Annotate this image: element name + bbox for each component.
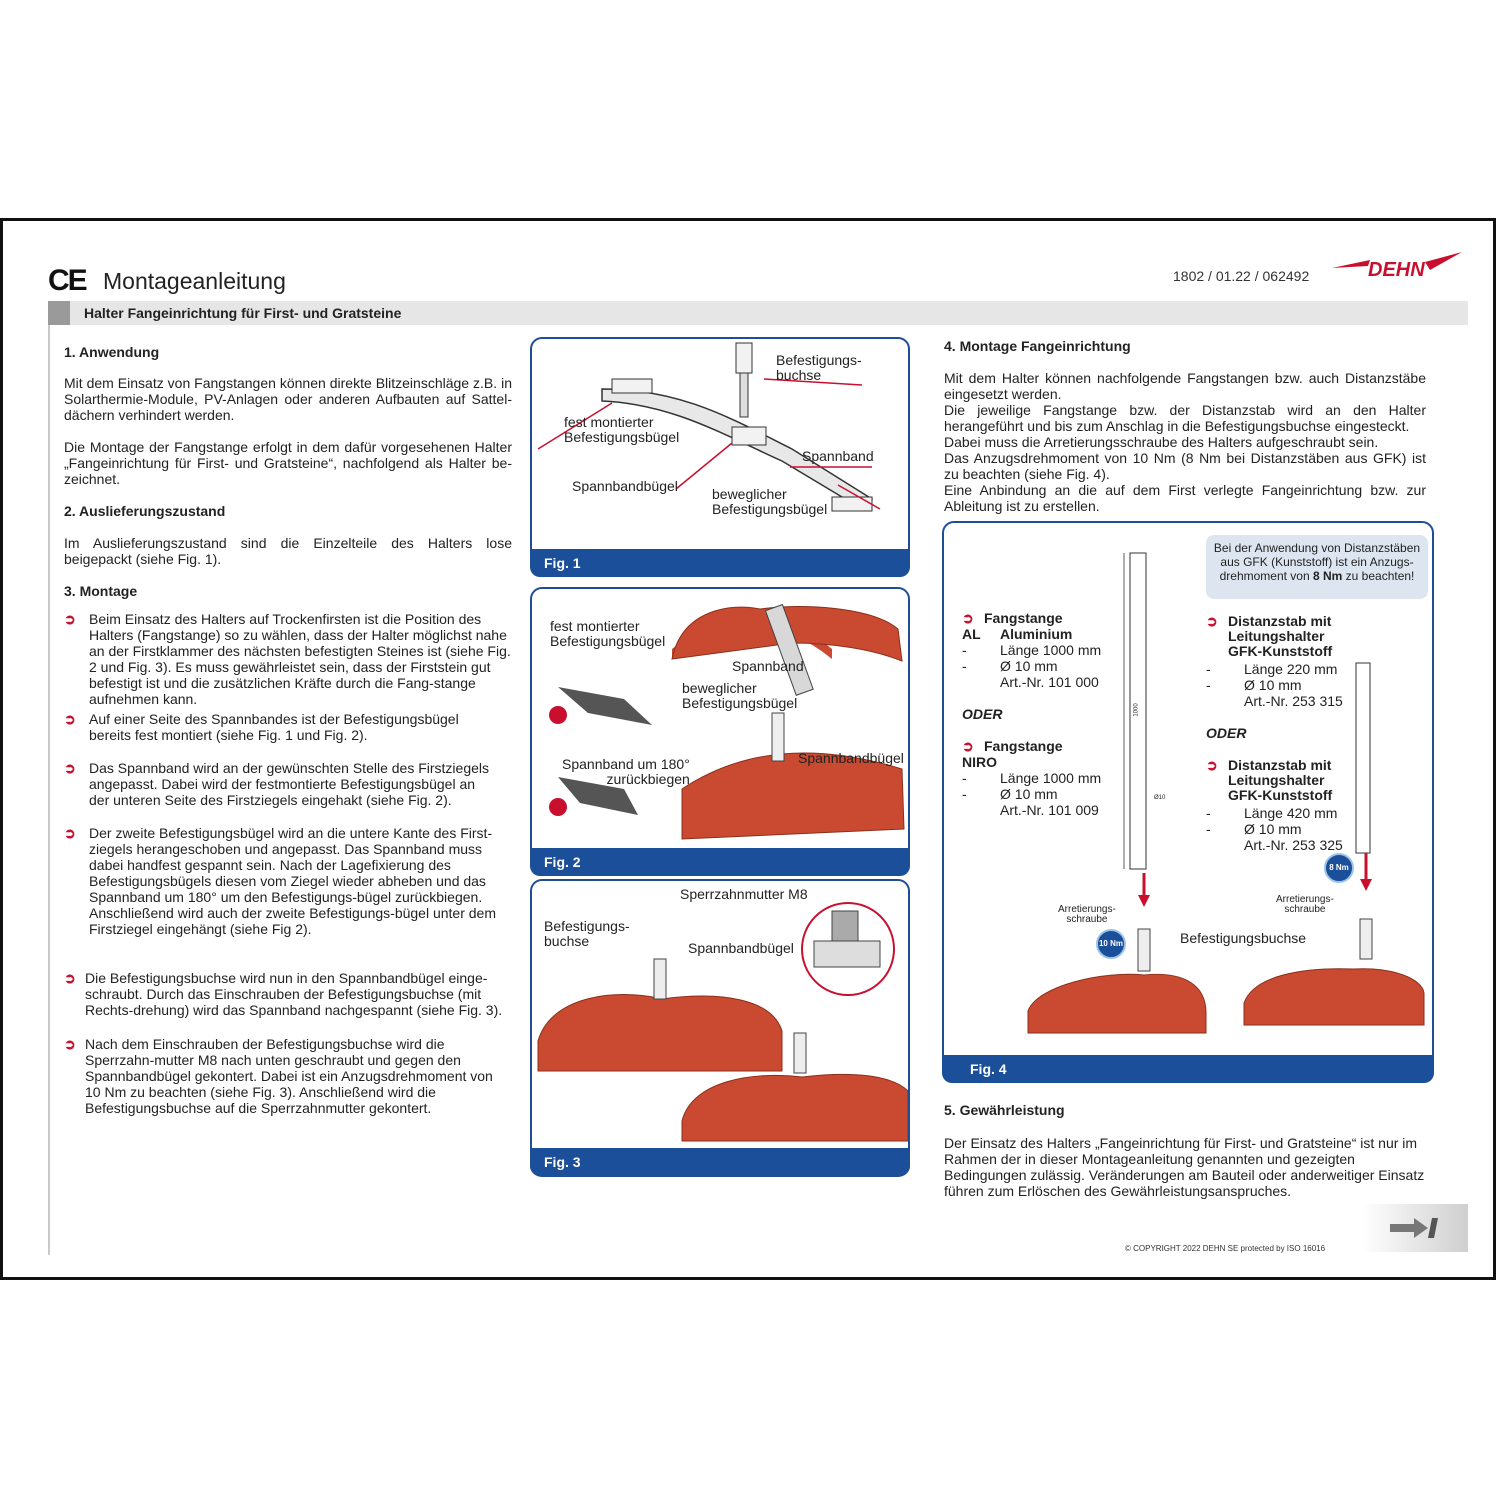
fig4-d1-art: Art.-Nr. 253 315 (1244, 693, 1343, 709)
fig4-d1-dia: Ø 10 mm (1244, 677, 1302, 693)
page-title: Montageanleitung (103, 268, 286, 294)
fig1-label-spannband: Spannband (802, 448, 874, 464)
fig4-oder-1: ODER (962, 706, 1003, 722)
text-gewaehrleistung: Der Einsatz des Halters „Fangeinrichtung für First- und Gratsteine“ ist nur im Rahmen der in dieser Montageanleitung genannten und gezeigten Bedingungen zulässig. Veränderungen am Bauteil oder anderweitiger Einsatz führen zum Erlöschen des Gewährleistungsanspruches. (944, 1135, 1425, 1199)
fig2-label-spannband: Spannband (732, 658, 804, 674)
bullet-arrow-icon: ➲ (64, 760, 76, 776)
fig4-niro-code: NIRO (962, 754, 997, 770)
fig1-label-fest: fest montierter Befestigungsbügel (564, 414, 680, 445)
fig4-al-art: Art.-Nr. 101 000 (1000, 674, 1099, 690)
arrow-icon: ➲ (962, 738, 974, 754)
fig4-dim-10: Ø10 (1154, 795, 1166, 801)
fig4-oder-2: ODER (1206, 725, 1247, 741)
bullet-arrow-icon: ➲ (64, 711, 76, 727)
heading-anwendung: 1. Anwendung (64, 344, 160, 360)
text-anwendung-2: Die Montage der Fangstange erfolgt in dem dafür vorgesehenen Halter „Fangeinrichtung für First- und Gratsteine“, nachfolgend als Halter be-zeichnet. (64, 439, 512, 487)
bullet-arrow-icon: ➲ (64, 825, 76, 841)
fig1-label-buchse: Befestigungs- buchse (776, 352, 862, 383)
ce-mark: CE (48, 264, 86, 297)
text-anwendung-1: Mit dem Einsatz von Fangstangen können direkte Blitzeinschläge z.B. in Solarthermie-Module, PV-Anlagen oder anderen Aufbauten auf Sattel-dächern verhindert werden. (64, 375, 512, 423)
fig4-niro-art: Art.-Nr. 101 009 (1000, 802, 1099, 818)
fig1-label-beweglich: beweglicher Befestigungsbügel (712, 486, 828, 517)
bullet-6: Nach dem Einschrauben der Befestigungsbuchse wird die Sperrzahn-mutter M8 nach unten geschraubt und gegen den Spannbandbügel gekontert. Dabei ist ein Anzugsdrehmoment von 10 Nm zu beachten (siehe Fig. 3). Anschließend wird die Befestigungsbuchse auf die Sperrzahnmutter gekontert. (85, 1036, 493, 1116)
dash: - (1206, 677, 1211, 693)
fig4-al-code: AL (962, 626, 981, 642)
heading-montage-fangeinrichtung: 4. Montage Fangeinrichtung (944, 338, 1131, 354)
fig4-caption: Fig. 4 (942, 1055, 1434, 1083)
fig2-caption: Fig. 2 (530, 848, 910, 876)
left-margin-line (48, 325, 50, 1255)
arrow-icon: ➲ (962, 610, 974, 626)
fig4-arret-1: Arretierungs- schraube (1058, 904, 1116, 925)
fig4-d2-len: Länge 420 mm (1244, 805, 1338, 821)
bullet-5: Die Befestigungsbuchse wird nun in den Spannbandbügel einge-schraubt. Durch das Einschrauben der Befestigungsbuchse (mit Rechts-drehung) wird das Spannband nachgespannt (siehe Fig. 3). (85, 970, 503, 1018)
fig4-d1-title: Distanzstab mit Leitungshalter GFK-Kunststoff (1228, 613, 1333, 659)
fig4-al-material: Aluminium (1000, 626, 1073, 642)
fig4-arret-2: Arretierungs- schraube (1276, 894, 1334, 915)
fig4-al-len: Länge 1000 mm (1000, 642, 1102, 658)
fig4-d2-title: Distanzstab mit Leitungshalter GFK-Kunststoff (1228, 757, 1333, 803)
dash: - (962, 770, 967, 786)
bullet-3: Das Spannband wird an der gewünschten Stelle des Firstziegels angepasst. Dabei wird der festmontierte Befestigungsbügel an der unteren Seite des Firstziegels eingehakt (siehe Fig. 2). (89, 760, 490, 808)
dash: - (1206, 821, 1211, 837)
heading-auslieferung: 2. Auslieferungszustand (64, 503, 226, 519)
bullet-1: Beim Einsatz des Halters auf Trockenfirsten ist die Position des Halters (Fangstange) so zu wählen, dass der Halter möglichst nahe an der Firstklammer des nächsten befestigten Steines ist (siehe Fig. 2 und Fig. 3). Es muss gewährleistet sein, dass der Firststein gut befestigt ist und die zusätzlichen Kräfte durch die Fang-stange aufnehmen kann. (89, 611, 511, 707)
fig4-d2-art: Art.-Nr. 253 325 (1244, 837, 1343, 853)
bullet-arrow-icon: ➲ (64, 611, 76, 627)
fig4-niro-len: Länge 1000 mm (1000, 770, 1102, 786)
heading-gewaehrleistung: 5. Gewährleistung (944, 1102, 1065, 1118)
fig4-d1-len: Länge 220 mm (1244, 661, 1338, 677)
fig2-label-spannbandbuegel: Spannbandbügel (798, 750, 904, 766)
dash: - (962, 642, 967, 658)
dash: - (1206, 805, 1211, 821)
section-bar-title: Halter Fangeinrichtung für First- und Gratsteine (84, 305, 402, 321)
figure-4 (942, 521, 1434, 1083)
fig3-caption: Fig. 3 (530, 1148, 910, 1176)
fig4-note-bold: 8 Nm (1312, 569, 1343, 583)
fig4-label-buchse: Befestigungsbuchse (1180, 930, 1307, 946)
arrow-right-icon (1362, 1204, 1468, 1252)
fig3-label-buchse: Befestigungs- buchse (544, 918, 630, 949)
fig4-al-dia: Ø 10 mm (1000, 658, 1058, 674)
fig4-niro-dia: Ø 10 mm (1000, 786, 1058, 802)
arrow-icon: ➲ (1206, 757, 1218, 773)
bullet-2: Auf einer Seite des Spannbandes ist der Befestigungsbügel bereits fest montiert (siehe Fig. 1 und Fig. 2). (89, 711, 459, 743)
fig4-al-title: Fangstange (984, 610, 1063, 626)
fig4-badge-10nm: 10 Nm (1096, 929, 1126, 959)
fig4-note-text: Bei der Anwendung von Distanzstäben aus GFK (Kunststoff) ist ein Anzugs-drehmoment von (1213, 541, 1421, 583)
fig1-label-spannbandbuegel: Spannbandbügel (572, 478, 678, 494)
figure-1 (530, 337, 910, 577)
fig1-caption: Fig. 1 (530, 549, 910, 577)
fig4-badge-8nm: 8 Nm (1324, 853, 1354, 883)
section-bar (48, 301, 1468, 325)
dash: - (962, 786, 967, 802)
dash: - (962, 658, 967, 674)
dash: - (1206, 661, 1211, 677)
fig4-niro-title: Fangstange (984, 738, 1063, 754)
bullet-4: Der zweite Befestigungsbügel wird an die untere Kante des First-ziegels herangeschoben und angepasst. Das Spannband muss dabei handfest gespannt sein. Nach der Lagefixierung des Befestigungsbügels diesen vom Ziegel wieder abheben und das Spannband um 180° um den Befestigungs-bügel zurückbiegen. Anschließend wird auch der zweite Befestigungs-bügel unter dem Firstziegel eingehängt (siehe Fig 2). (89, 825, 497, 937)
svg-text:DEHN: DEHN (1368, 259, 1425, 281)
fig4-note (1206, 535, 1428, 599)
bullet-arrow-icon: ➲ (64, 970, 76, 986)
doc-number: 1802 / 01.22 / 062492 (1173, 268, 1310, 284)
figure-3 (530, 879, 910, 1177)
arrow-icon: ➲ (1206, 613, 1218, 629)
fig3-label-mutter: Sperrzahnmutter M8 (680, 886, 808, 902)
figure-2 (530, 587, 910, 876)
bullet-arrow-icon: ➲ (64, 1036, 76, 1052)
fig4-dim-1000: 1000 (1133, 703, 1140, 717)
fig2-label-fest: fest montierter Befestigungsbügel (550, 618, 666, 649)
fig2-label-beweglich: beweglicher Befestigungsbügel (682, 680, 798, 711)
fig4-d2-dia: Ø 10 mm (1244, 821, 1302, 837)
next-page-button[interactable] (1362, 1204, 1468, 1252)
text-auslieferung: Im Auslieferungszustand sind die Einzelteile des Halters lose beigepackt (siehe Fig. 1). (64, 535, 512, 567)
dehn-logo (1330, 248, 1465, 293)
fig4-note-text-end: zu beachten! (1342, 569, 1415, 583)
fig3-label-spannbandbuegel: Spannbandbügel (688, 940, 794, 956)
copyright: © COPYRIGHT 2022 DEHN SE protected by ISO 16016 (1125, 1244, 1326, 1253)
fig2-label-180: Spannband um 180° zurückbiegen (562, 756, 690, 787)
heading-montage: 3. Montage (64, 583, 138, 599)
text-montage-fangeinrichtung: Mit dem Halter können nachfolgende Fangstangen bzw. auch Distanzstäbe eingesetzt werden. Die jeweilige Fangstange bzw. der Distanzstab wird an den Halter herangeführt und bis zum Anschlag in die Befestigungsbuchse eingesteckt. Dabei muss die Arretierungsschraube des Halters aufgeschraubt sein. Das Anzugsdrehmoment von 10 Nm (8 Nm bei Distanzstäben aus GFK) ist zu beachten (siehe Fig. 4). Eine Anbindung an die auf dem First verlegte Fangeinrichtung bzw. zur Ableitung ist zu erstellen. (944, 370, 1426, 514)
